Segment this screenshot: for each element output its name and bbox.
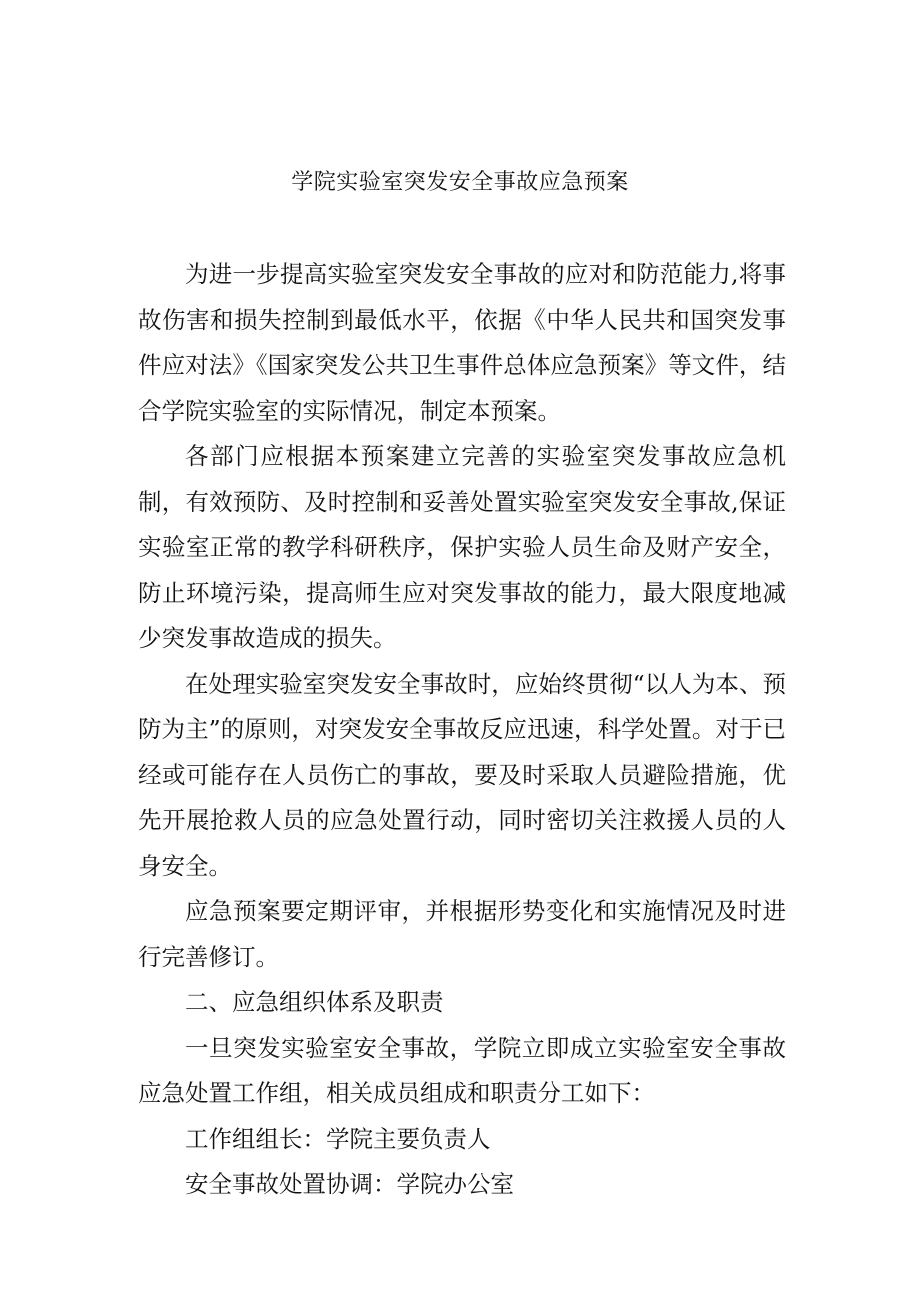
paragraph-review: 应急预案要定期评审，并根据形势变化和实施情况及时进行完善修订。 — [138, 897, 786, 971]
paragraph-purpose: 为进一步提高实验室突发安全事故的应对和防范能力,将事故伤害和损失控制到最低水平，依据《中华人民共和国突发事件应对法》《国家突发公共卫生事件总体应急预案》等文件，结合学院实验室的实际情况，制定本预案。 — [138, 260, 786, 425]
paragraph-group-leader: 工作组组长：学院主要负责人 — [185, 1124, 491, 1153]
section-heading-organization: 二、应急组织体系及职责 — [185, 988, 444, 1016]
document-body — [138, 252, 786, 1208]
paragraph-coordination: 安全事故处置协调：学院办公室 — [185, 1170, 514, 1198]
paragraph-mechanism: 各部门应根据本预案建立完善的实验室突发事故应急机制，有效预防、及时控制和妥善处置实验室突发安全事故,保证实验室正常的教学科研秩序，保护实验人员生命及财产安全，防止环境污染，提高师生应对突发事故的能力，最大限度地减少突发事故造成的损失。 — [138, 442, 786, 652]
paragraph-principle: 在处理实验室突发安全事故时，应始终贯彻“以人为本、预防为主”的原则，对突发安全事故反应迅速，科学处置。对于已经或可能存在人员伤亡的事故，要及时采取人员避险措施，优先开展抢救人员的应急处置行动，同时密切关注救援人员的人身安全。 — [138, 669, 786, 880]
paragraph-working-group: 一旦突发实验室安全事故，学院立即成立实验室安全事故应急处置工作组，相关成员组成和职责分工如下： — [138, 1033, 786, 1107]
document-title: 学院实验室突发安全事故应急预案 — [291, 170, 629, 195]
